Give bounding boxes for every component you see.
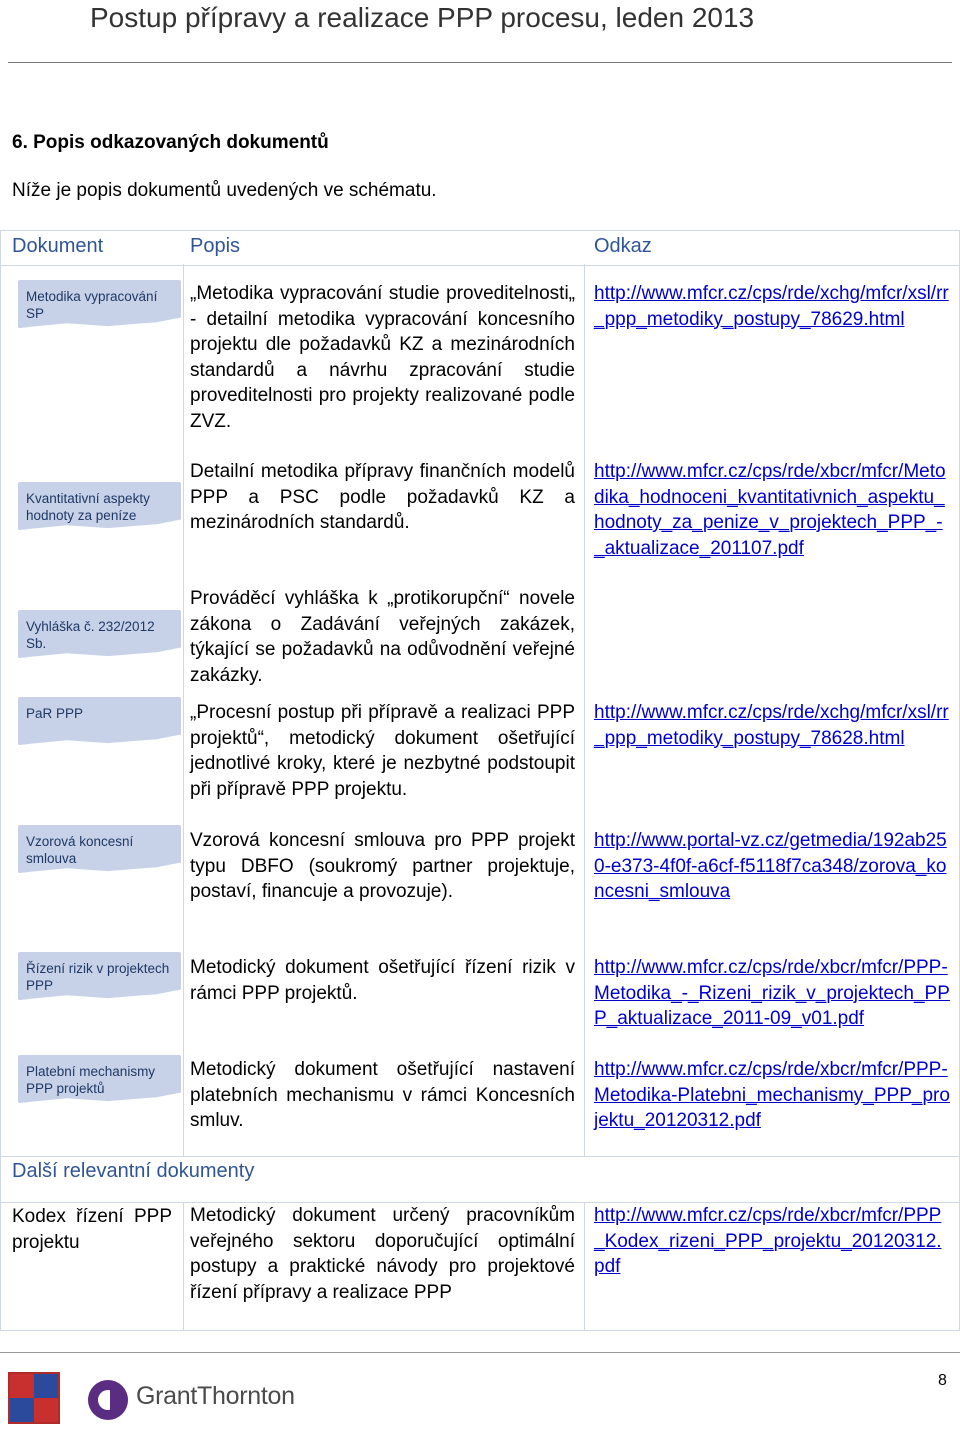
table-rule-1 (0, 1156, 960, 1157)
page-number: 8 (938, 1372, 947, 1389)
page-title: Postup přípravy a realizace PPP procesu, leden 2013 (90, 2, 755, 33)
doc-shape-label: Platební mechanismy PPP projektů (26, 1064, 156, 1096)
other-document-name: Kodex řízení PPP projektu (12, 1206, 172, 1253)
doc-link[interactable]: http://www.mfcr.cz/cps/rde/xbcr/mfcr/PPP-Metodika-Platebni_mechanismy_PPP_projektu_20120312.pdf (594, 1059, 950, 1131)
other-documents-heading: Další relevantní dokumenty (12, 1160, 255, 1182)
column-divider-2 (584, 264, 585, 1156)
table-border-left (0, 230, 1, 1330)
table-header-row (0, 230, 960, 266)
doc-description: Metodický dokument ošetřující nastavení platebních mechanismu v rámci Koncesních smluv. (190, 1059, 575, 1131)
doc-link[interactable]: http://www.portal-vz.cz/getmedia/192ab250-e373-4f0f-a6cf-f5118f7ca348/zorova_koncesni_smlouva (594, 830, 947, 902)
section-intro: Níže je popis dokumentů uvedených ve schématu. (12, 180, 437, 201)
header-rule (8, 62, 952, 63)
column-divider-2b (584, 1202, 585, 1330)
doc-shape-label: Kvantitativní aspekty hodnoty za peníze (26, 491, 150, 523)
column-header-description: Popis (190, 235, 241, 257)
doc-link[interactable]: http://www.mfcr.cz/cps/rde/xbcr/mfcr/Metodika_hodnoceni_kvantitativnich_aspektu_hodnoty_za_penize_v_projektech_PPP_-_aktualizace_201107.pdf (594, 461, 946, 559)
column-header-link: Odkaz (594, 235, 652, 257)
doc-description: Metodický dokument ošetřující řízení rizik v rámci PPP projektů. (190, 957, 575, 1004)
page-header (0, 0, 960, 62)
doc-link[interactable]: http://www.mfcr.cz/cps/rde/xbcr/mfcr/PPP-Metodika_-_Rizeni_rizik_v_projektech_PPP_aktualizace_2011-09_v01.pdf (594, 957, 950, 1029)
doc-link[interactable]: http://www.mfcr.cz/cps/rde/xchg/mfcr/xsl/rr_ppp_metodiky_postupy_78629.html (594, 283, 949, 330)
doc-description: Prováděcí vyhláška k „protikorupční“ novele zákona o Zadávání veřejných zakázek, týkající se požadavků na odůvodnění veřejné zakázky. (190, 588, 575, 686)
doc-description: „Metodika vypracování studie proveditelnosti„ - detailní metodika vypracování koncesního projektu dle požadavků KZ a mezinárodních standardů a návrhu zpracování studie proveditelnosti pro projekty realizované podle ZVZ. (190, 283, 575, 432)
other-document-link[interactable]: http://www.mfcr.cz/cps/rde/xbcr/mfcr/PPP_Kodex_rizeni_PPP_projektu_20120312.pdf (594, 1205, 942, 1277)
other-document-description: Metodický dokument určený pracovníkům veřejného sektoru doporučující optimální postupy a praktické návody pro projektové řízení přípravy a realizace PPP (190, 1205, 575, 1303)
doc-description: „Procesní postup při přípravě a realizaci PPP projektů“, metodický dokument ošetřující jednotlivé kroky, které je nezbytné podstoupit při přípravě PPP projektu. (190, 702, 575, 800)
table-rule-3 (0, 1330, 960, 1331)
doc-shape-label: Metodika vypracování SP (26, 289, 158, 321)
doc-shape-label: Vzorová koncesní smlouva (26, 834, 134, 866)
doc-description: Vzorová koncesní smlouva pro PPP projekt typu DBFO (soukromý partner projektuje, postaví, financuje a provozuje). (190, 830, 575, 902)
grant-thornton-logo-icon (88, 1380, 128, 1420)
doc-link[interactable]: http://www.mfcr.cz/cps/rde/xchg/mfcr/xsl/rr_ppp_metodiky_postupy_78628.html (594, 702, 949, 749)
czech-crest-icon (8, 1372, 60, 1424)
column-header-document: Dokument (12, 235, 104, 257)
footer-rule (0, 1352, 960, 1353)
doc-shape-label: Řízení rizik v projektech PPP (26, 961, 170, 993)
section-heading: 6. Popis odkazovaných dokumentů (12, 132, 329, 153)
column-divider-1b (183, 1202, 184, 1330)
column-divider-1 (183, 264, 184, 1156)
doc-description: Detailní metodika přípravy finančních modelů PPP a PSC podle požadavků KZ a mezinárodních standardů. (190, 461, 575, 533)
doc-shape-label: Vyhláška č. 232/2012 Sb. (26, 619, 155, 651)
grant-thornton-logo-text: GrantThornton (136, 1382, 295, 1410)
doc-shape-label: PaR PPP (26, 706, 84, 721)
